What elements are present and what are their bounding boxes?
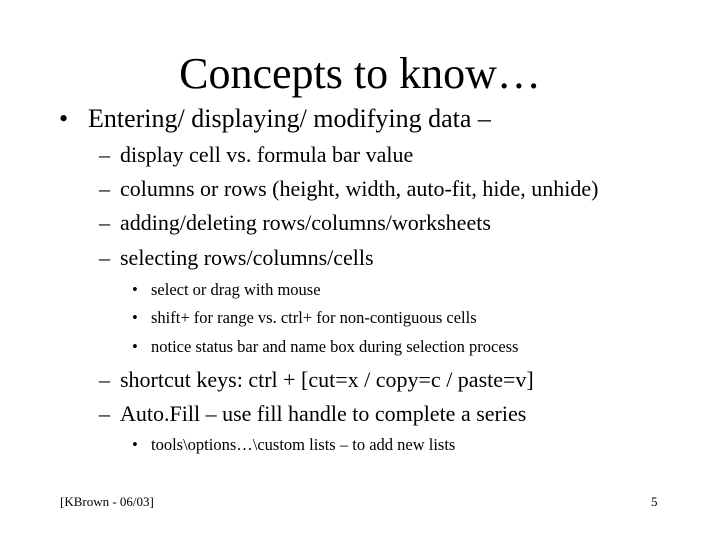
sub-bullet-2: columns or rows (height, width, auto-fit, hide, unhide) — [120, 176, 599, 201]
sub4-item-2: shift+ for range vs. ctrl+ for non-contiguous cells — [151, 308, 477, 327]
dash-marker: – — [99, 176, 110, 201]
dash-marker: – — [99, 142, 110, 167]
sub-bullet-6: Auto.Fill – use fill handle to complete a series — [120, 401, 527, 426]
sub-bullet-4: selecting rows/columns/cells — [120, 245, 374, 270]
footer-credit: [KBrown - 06/03] — [60, 494, 154, 509]
sub4-item-1: select or drag with mouse — [151, 280, 321, 299]
dash-marker: – — [99, 401, 110, 426]
bullet-marker: • — [59, 104, 69, 133]
sub-bullet-1: display cell vs. formula bar value — [120, 142, 414, 167]
sub4-item-3: notice status bar and name box during selection process — [151, 337, 519, 356]
dot-marker: • — [132, 337, 138, 356]
dash-marker: – — [99, 210, 110, 235]
dot-marker: • — [132, 280, 138, 299]
dot-marker: • — [132, 308, 138, 327]
slide-title: Concepts to know… — [179, 49, 541, 98]
sub-bullet-3: adding/deleting rows/columns/worksheets — [120, 210, 491, 235]
dot-marker: • — [132, 435, 138, 454]
sub6-item-1: tools\options…\custom lists – to add new lists — [151, 435, 456, 454]
dash-marker: – — [99, 367, 110, 392]
bullet-main: Entering/ displaying/ modifying data – — [88, 104, 491, 133]
sub-bullet-5: shortcut keys: ctrl + [cut=x / copy=c / paste=v] — [120, 367, 534, 392]
dash-marker: – — [99, 245, 110, 270]
page-number: 5 — [651, 494, 658, 509]
